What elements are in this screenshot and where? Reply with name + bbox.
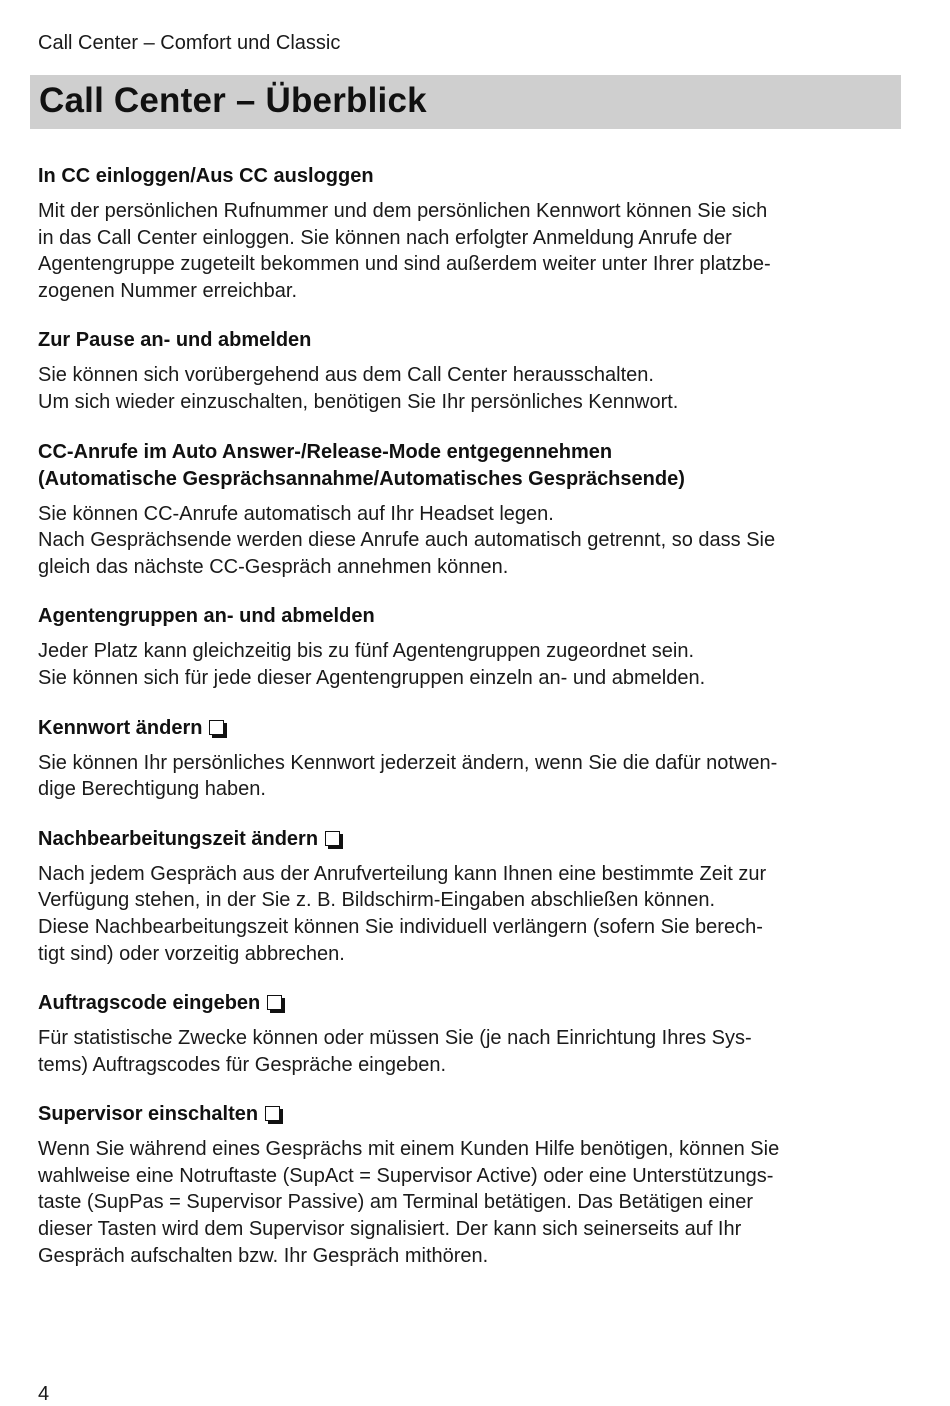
section-heading-line	[38, 603, 906, 630]
section-paragraph	[38, 501, 906, 581]
section-heading	[38, 163, 906, 190]
paragraph-line: gleich das nächste CC-Gespräch annehmen können.	[38, 555, 509, 578]
paragraph-line: Wenn Sie während eines Gesprächs mit einem Kunden Hilfe benötigen, können Sie	[38, 1138, 780, 1161]
section-heading-line	[38, 439, 906, 466]
section-paragraph	[38, 1136, 906, 1269]
section-heading-text: Kennwort ändern	[38, 716, 203, 739]
section-heading-line	[38, 990, 906, 1017]
section	[38, 826, 906, 967]
page-number: 4	[38, 1383, 50, 1405]
section-paragraph	[38, 362, 906, 415]
paragraph-line: Um sich wieder einzuschalten, benötigen Sie Ihr persönliches Kennwort.	[38, 390, 679, 413]
section-heading-line	[38, 466, 906, 493]
section	[38, 439, 906, 581]
section-heading-line	[38, 1101, 906, 1128]
paragraph-line: taste (SupPas = Supervisor Passive) am Terminal betätigen. Das Betätigen einer	[38, 1191, 753, 1214]
section-heading-line	[38, 163, 906, 190]
section-heading-line	[38, 826, 906, 853]
section-heading-text: Zur Pause an- und abmelden	[38, 329, 312, 352]
paragraph-line: in das Call Center einloggen. Sie können nach erfolgter Anmeldung Anrufe der	[38, 226, 732, 249]
paragraph-line: Nach Gesprächsende werden diese Anrufe auch automatisch getrennt, so dass Sie	[38, 529, 776, 552]
title-bar	[30, 75, 901, 129]
section-paragraph	[38, 861, 906, 967]
section-paragraph	[38, 750, 906, 803]
section	[38, 1101, 906, 1269]
section-paragraph	[38, 198, 906, 304]
section-heading	[38, 439, 906, 493]
paragraph-line: tigt sind) oder vorzeitig abbrechen.	[38, 942, 345, 965]
section-heading-text: Agentengruppen an- und abmelden	[38, 605, 375, 628]
paragraph-line: Sie können Ihr persönliches Kennwort jederzeit ändern, wenn Sie die dafür notwen-	[38, 751, 778, 774]
paragraph-line: Mit der persönlichen Rufnummer und dem persönlichen Kennwort können Sie sich	[38, 200, 768, 222]
document-body	[38, 163, 906, 1292]
section-heading-text: Supervisor einschalten	[38, 1103, 259, 1126]
section-heading	[38, 826, 906, 853]
paragraph-line: Für statistische Zwecke können oder müssen Sie (je nach Einrichtung Ihres Sys-	[38, 1027, 752, 1050]
checkbox-marker-icon	[209, 720, 224, 735]
running-head: Call Center – Comfort und Classic	[38, 32, 341, 54]
paragraph-line: dieser Tasten wird dem Supervisor signalisiert. Der kann sich seinerseits auf Ihr	[38, 1218, 742, 1241]
paragraph-line: Diese Nachbearbeitungszeit können Sie individuell verlängern (sofern Sie berech-	[38, 915, 763, 938]
section	[38, 715, 906, 803]
paragraph-line: Gespräch aufschalten bzw. Ihr Gespräch mithören.	[38, 1244, 489, 1267]
paragraph-line: Sie können sich für jede dieser Agentengruppen einzeln an- und abmelden.	[38, 666, 706, 689]
section-heading	[38, 990, 906, 1017]
section-heading	[38, 1101, 906, 1128]
paragraph-line: dige Berechtigung haben.	[38, 778, 266, 801]
section-heading	[38, 715, 906, 742]
section-heading	[38, 327, 906, 354]
section-heading-text: CC-Anrufe im Auto Answer-/Release-Mode entgegennehmen	[38, 440, 613, 463]
paragraph-line: Jeder Platz kann gleichzeitig bis zu fünf Agentengruppen zugeordnet sein.	[38, 640, 694, 663]
paragraph-line: zogenen Nummer erreichbar.	[38, 279, 298, 302]
section-heading-line	[38, 327, 906, 354]
section-heading	[38, 603, 906, 630]
page-title: Call Center – Überblick	[39, 81, 427, 120]
paragraph-line: Agentengruppe zugeteilt bekommen und sind außerdem weiter unter Ihrer platzbe-	[38, 253, 771, 276]
section-paragraph	[38, 638, 906, 691]
section	[38, 990, 906, 1078]
section	[38, 327, 906, 415]
section-heading-text: Auftragscode eingeben	[38, 992, 261, 1015]
paragraph-line: Verfügung stehen, in der Sie z. B. Bildschirm-Eingaben abschließen können.	[38, 889, 716, 912]
section-paragraph	[38, 1025, 906, 1078]
paragraph-line: Nach jedem Gespräch aus der Anrufverteilung kann Ihnen eine bestimmte Zeit zur	[38, 862, 767, 885]
section	[38, 163, 906, 304]
paragraph-line: tems) Auftragscodes für Gespräche eingeben.	[38, 1053, 447, 1076]
section-heading-line	[38, 715, 906, 742]
paragraph-line: wahlweise eine Notruftaste (SupAct = Supervisor Active) oder eine Unterstützungs-	[38, 1164, 774, 1187]
checkbox-marker-icon	[267, 995, 282, 1010]
section-heading-text: Nachbearbeitungszeit ändern	[38, 827, 319, 850]
section-heading-text: (Automatische Gesprächsannahme/Automatisches Gesprächsende)	[38, 467, 685, 490]
section	[38, 603, 906, 691]
section-heading-text: In CC einloggen/Aus CC ausloggen	[38, 165, 374, 187]
paragraph-line: Sie können sich vorübergehend aus dem Call Center herausschalten.	[38, 364, 654, 387]
checkbox-marker-icon	[325, 831, 340, 846]
paragraph-line: Sie können CC-Anrufe automatisch auf Ihr Headset legen.	[38, 502, 554, 525]
checkbox-marker-icon	[265, 1106, 280, 1121]
